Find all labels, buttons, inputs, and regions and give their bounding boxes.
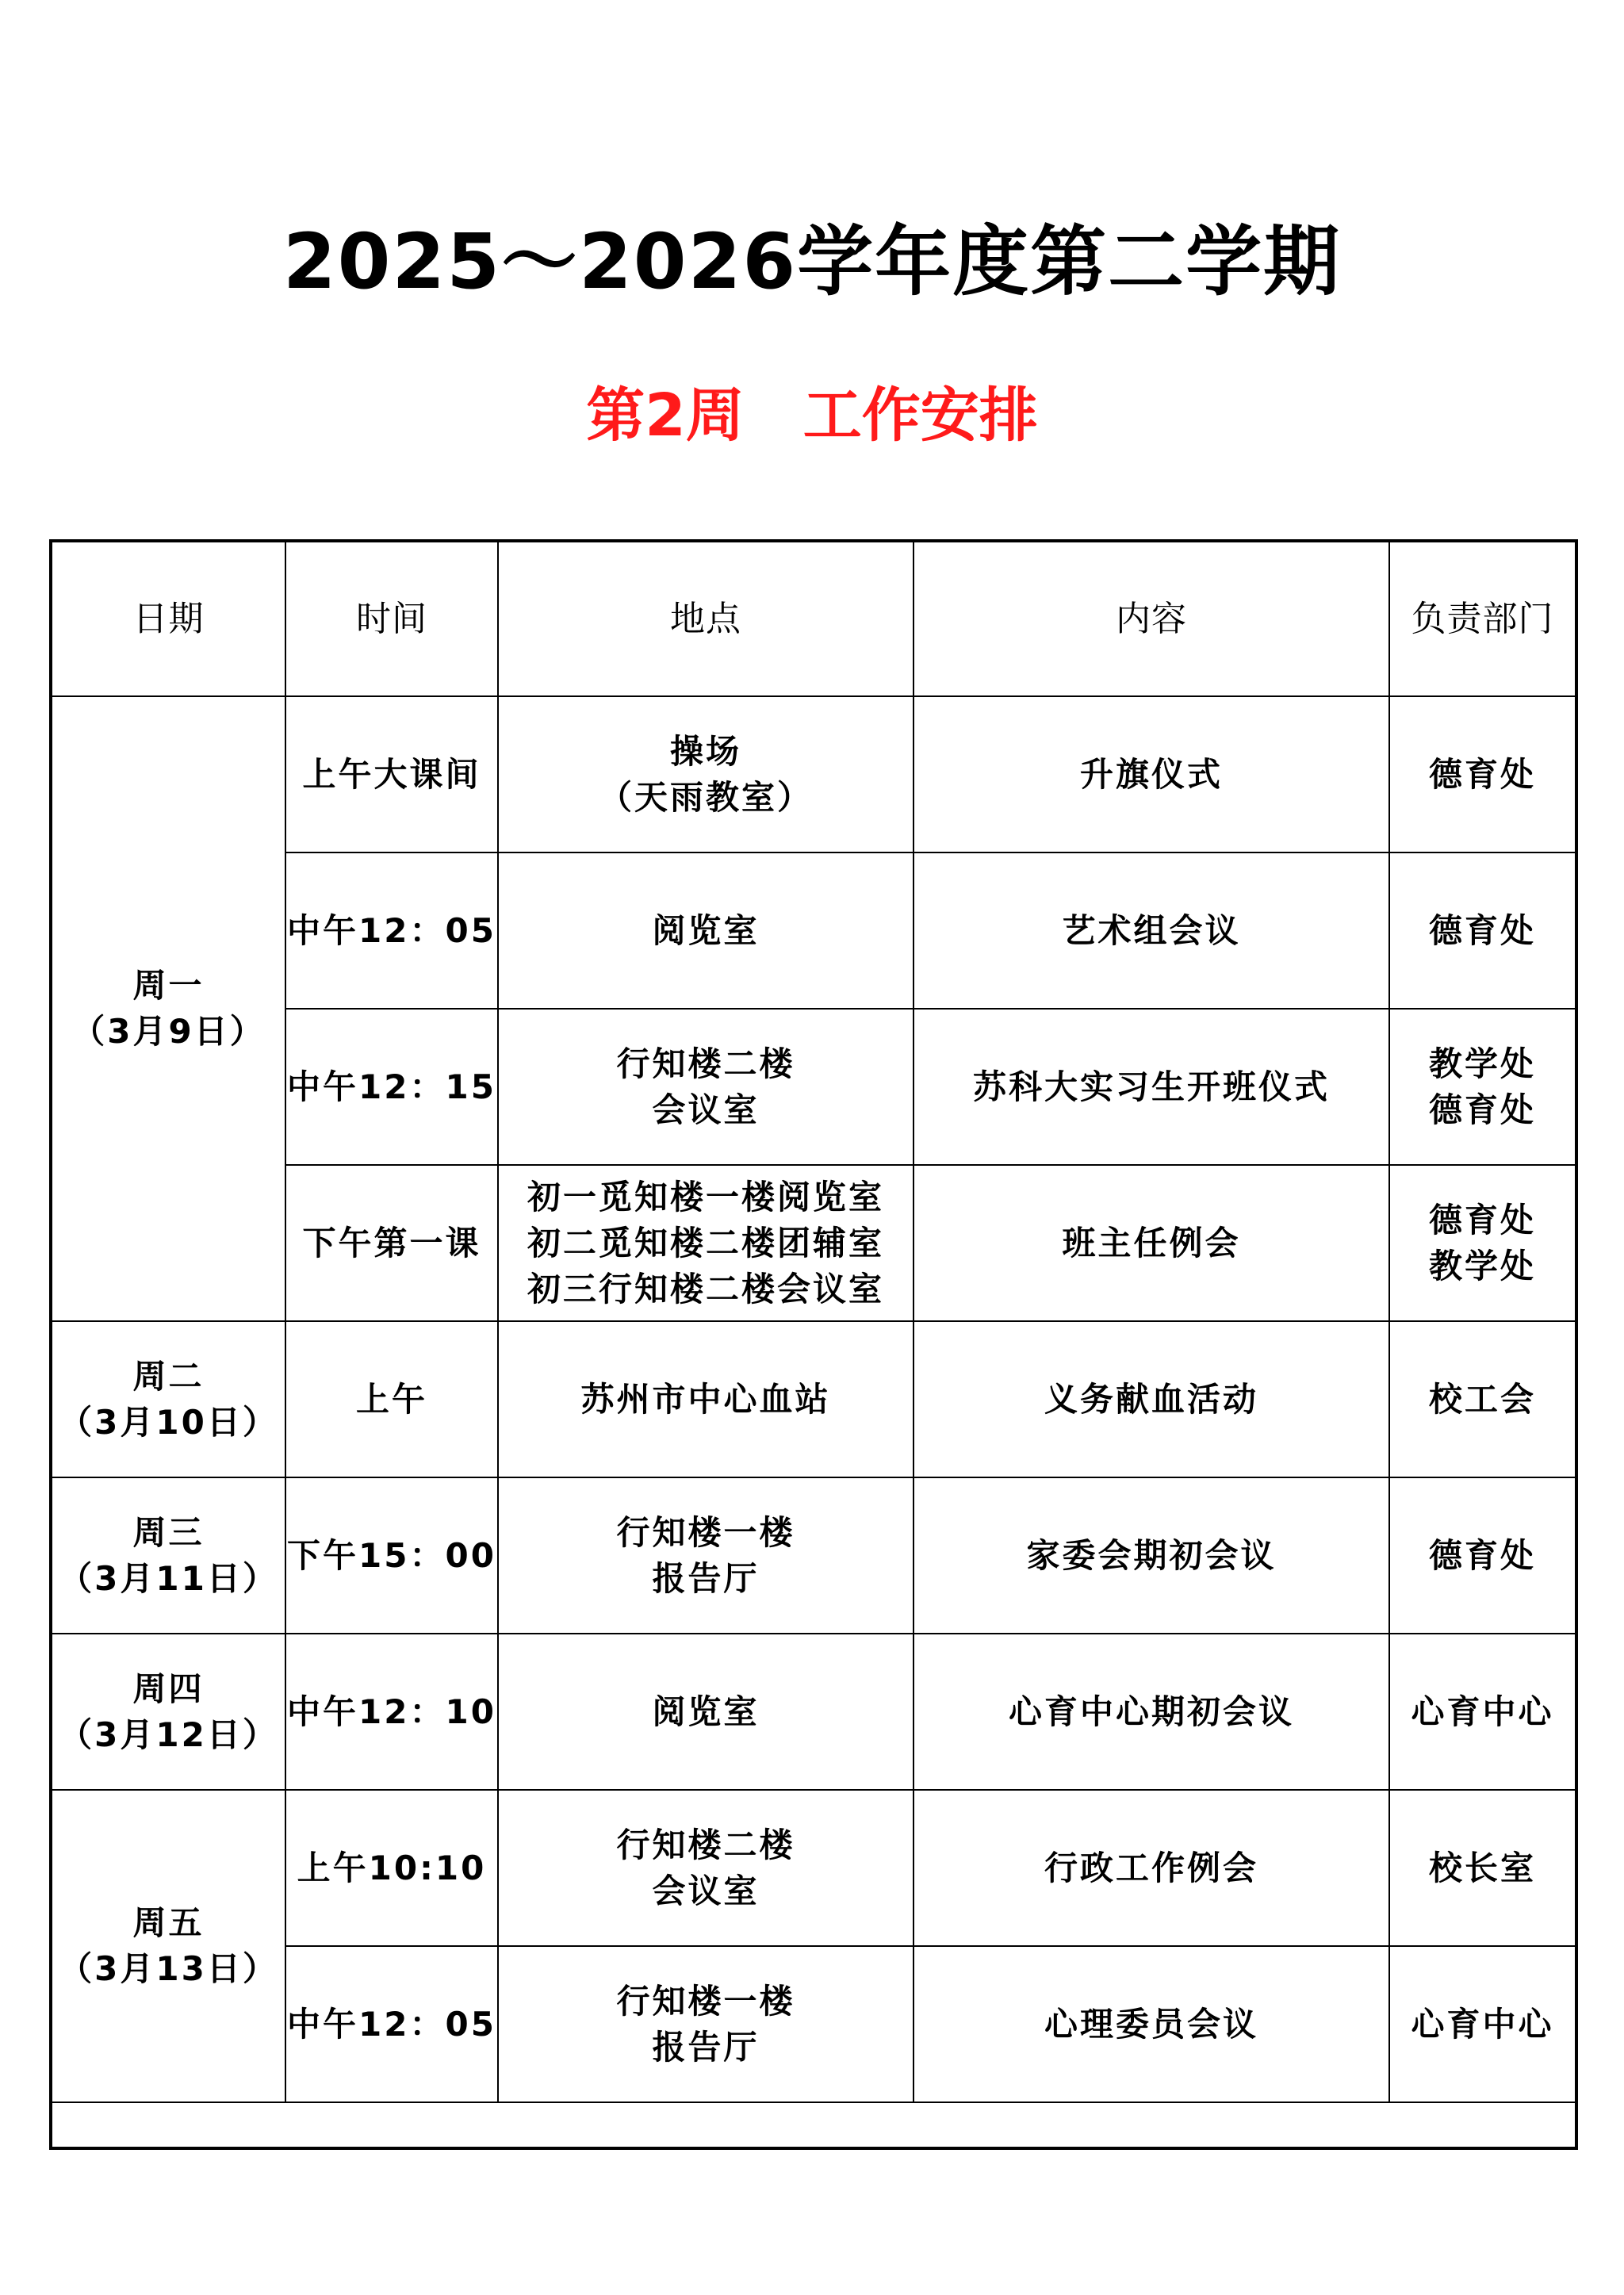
- dept-line: 德育处: [1428, 910, 1536, 950]
- empty-footer-cell: [51, 2102, 1576, 2148]
- header-dept: 负责部门: [1389, 541, 1576, 696]
- place-line: 行知楼二楼: [616, 1044, 795, 1083]
- place-line: 报告厅: [652, 1558, 760, 1598]
- place-cell: [498, 1634, 914, 1790]
- dept-line: 校长室: [1428, 1848, 1536, 1887]
- content-cell: 心育中心期初会议: [914, 1634, 1389, 1790]
- day-label: 周一: [132, 966, 205, 1005]
- time-cell: 上午大课间: [285, 696, 498, 852]
- dept-line: 教学处: [1428, 1044, 1536, 1083]
- header-date: 日期: [51, 541, 285, 696]
- place-cell: [498, 1321, 914, 1477]
- table-footer-row: [51, 2102, 1576, 2148]
- dept-cell: [1389, 1165, 1576, 1321]
- dept-line: 心育中心: [1411, 2004, 1554, 2044]
- time-cell: 上午10:10: [285, 1790, 498, 1946]
- schedule-body: [51, 541, 1576, 2148]
- place-line: 苏州市中心血站: [580, 1379, 831, 1419]
- time-cell: 上午: [285, 1321, 498, 1477]
- day-label: 周二: [132, 1356, 205, 1396]
- place-cell: [498, 1790, 914, 1946]
- dept-line: 德育处: [1428, 1090, 1536, 1129]
- dept-cell: [1389, 696, 1576, 852]
- place-line: 初三行知楼二楼会议室: [527, 1269, 884, 1308]
- document-title: 2025～2026学年度第二学期: [282, 217, 1342, 306]
- content-cell: 家委会期初会议: [914, 1477, 1389, 1634]
- dept-line: 校工会: [1428, 1379, 1536, 1419]
- time-cell: 下午15：00: [285, 1477, 498, 1634]
- dept-line: 德育处: [1428, 1200, 1536, 1239]
- dept-line: 德育处: [1428, 754, 1536, 794]
- content-cell: 艺术组会议: [914, 852, 1389, 1009]
- place-line: 行知楼二楼: [616, 1825, 795, 1864]
- place-cell: [498, 1165, 914, 1321]
- header-content: 内容: [914, 541, 1389, 696]
- day-cell: [51, 1477, 285, 1634]
- day-date: （3月10日）: [59, 1402, 278, 1442]
- dept-cell: [1389, 1946, 1576, 2102]
- day-cell: [51, 696, 285, 1321]
- day-cell: [51, 1321, 285, 1477]
- place-line: 操场: [669, 731, 741, 771]
- place-line: 行知楼一楼: [616, 1512, 795, 1552]
- day-cell: [51, 1634, 285, 1790]
- place-line: 初二觅知楼二楼团辅室: [527, 1223, 884, 1262]
- place-cell: [498, 1009, 914, 1165]
- schedule-table: [49, 539, 1578, 2150]
- day-date: （3月9日）: [71, 1012, 266, 1051]
- day-date: （3月11日）: [59, 1558, 278, 1598]
- content-cell: 升旗仪式: [914, 696, 1389, 852]
- table-row: [51, 1321, 1576, 1477]
- dept-line: 德育处: [1428, 1535, 1536, 1575]
- dept-cell: [1389, 1790, 1576, 1946]
- dept-cell: [1389, 1009, 1576, 1165]
- dept-cell: [1389, 1477, 1576, 1634]
- content-cell: 班主任例会: [914, 1165, 1389, 1321]
- table-header-row: [51, 541, 1576, 696]
- place-line: 阅览室: [652, 910, 760, 950]
- place-line: 会议室: [652, 1871, 760, 1910]
- day-cell: [51, 1790, 285, 2102]
- content-cell: 义务献血活动: [914, 1321, 1389, 1477]
- header-place: 地点: [498, 541, 914, 696]
- place-line: 行知楼一楼: [616, 1981, 795, 2021]
- day-date: （3月13日）: [59, 1949, 278, 1988]
- dept-cell: [1389, 1634, 1576, 1790]
- place-cell: [498, 696, 914, 852]
- day-date: （3月12日）: [59, 1715, 278, 1754]
- time-cell: 中午12：05: [285, 852, 498, 1009]
- day-label: 周四: [132, 1669, 205, 1708]
- place-cell: [498, 852, 914, 1009]
- time-cell: 下午第一课: [285, 1165, 498, 1321]
- content-cell: 苏科大实习生开班仪式: [914, 1009, 1389, 1165]
- dept-line: 教学处: [1428, 1246, 1536, 1285]
- day-label: 周五: [132, 1903, 205, 1942]
- place-cell: [498, 1946, 914, 2102]
- dept-line: 心育中心: [1411, 1692, 1554, 1731]
- header-time: 时间: [285, 541, 498, 696]
- table-row: [51, 1477, 1576, 1634]
- table-row: [51, 1634, 1576, 1790]
- place-cell: [498, 1477, 914, 1634]
- day-label: 周三: [132, 1512, 205, 1552]
- place-line: 会议室: [652, 1090, 760, 1129]
- time-cell: 中午12：05: [285, 1946, 498, 2102]
- place-line: 报告厅: [652, 2027, 760, 2067]
- dept-cell: [1389, 852, 1576, 1009]
- content-cell: 心理委员会议: [914, 1946, 1389, 2102]
- time-cell: 中午12：15: [285, 1009, 498, 1165]
- place-line: 初一觅知楼一楼阅览室: [527, 1177, 884, 1216]
- content-cell: 行政工作例会: [914, 1790, 1389, 1946]
- document-subtitle: 第2周 工作安排: [586, 381, 1038, 450]
- time-cell: 中午12：10: [285, 1634, 498, 1790]
- place-line: 阅览室: [652, 1692, 760, 1731]
- place-line: （天雨教室）: [598, 777, 813, 817]
- table-row: [51, 696, 1576, 852]
- dept-cell: [1389, 1321, 1576, 1477]
- table-row: [51, 1790, 1576, 1946]
